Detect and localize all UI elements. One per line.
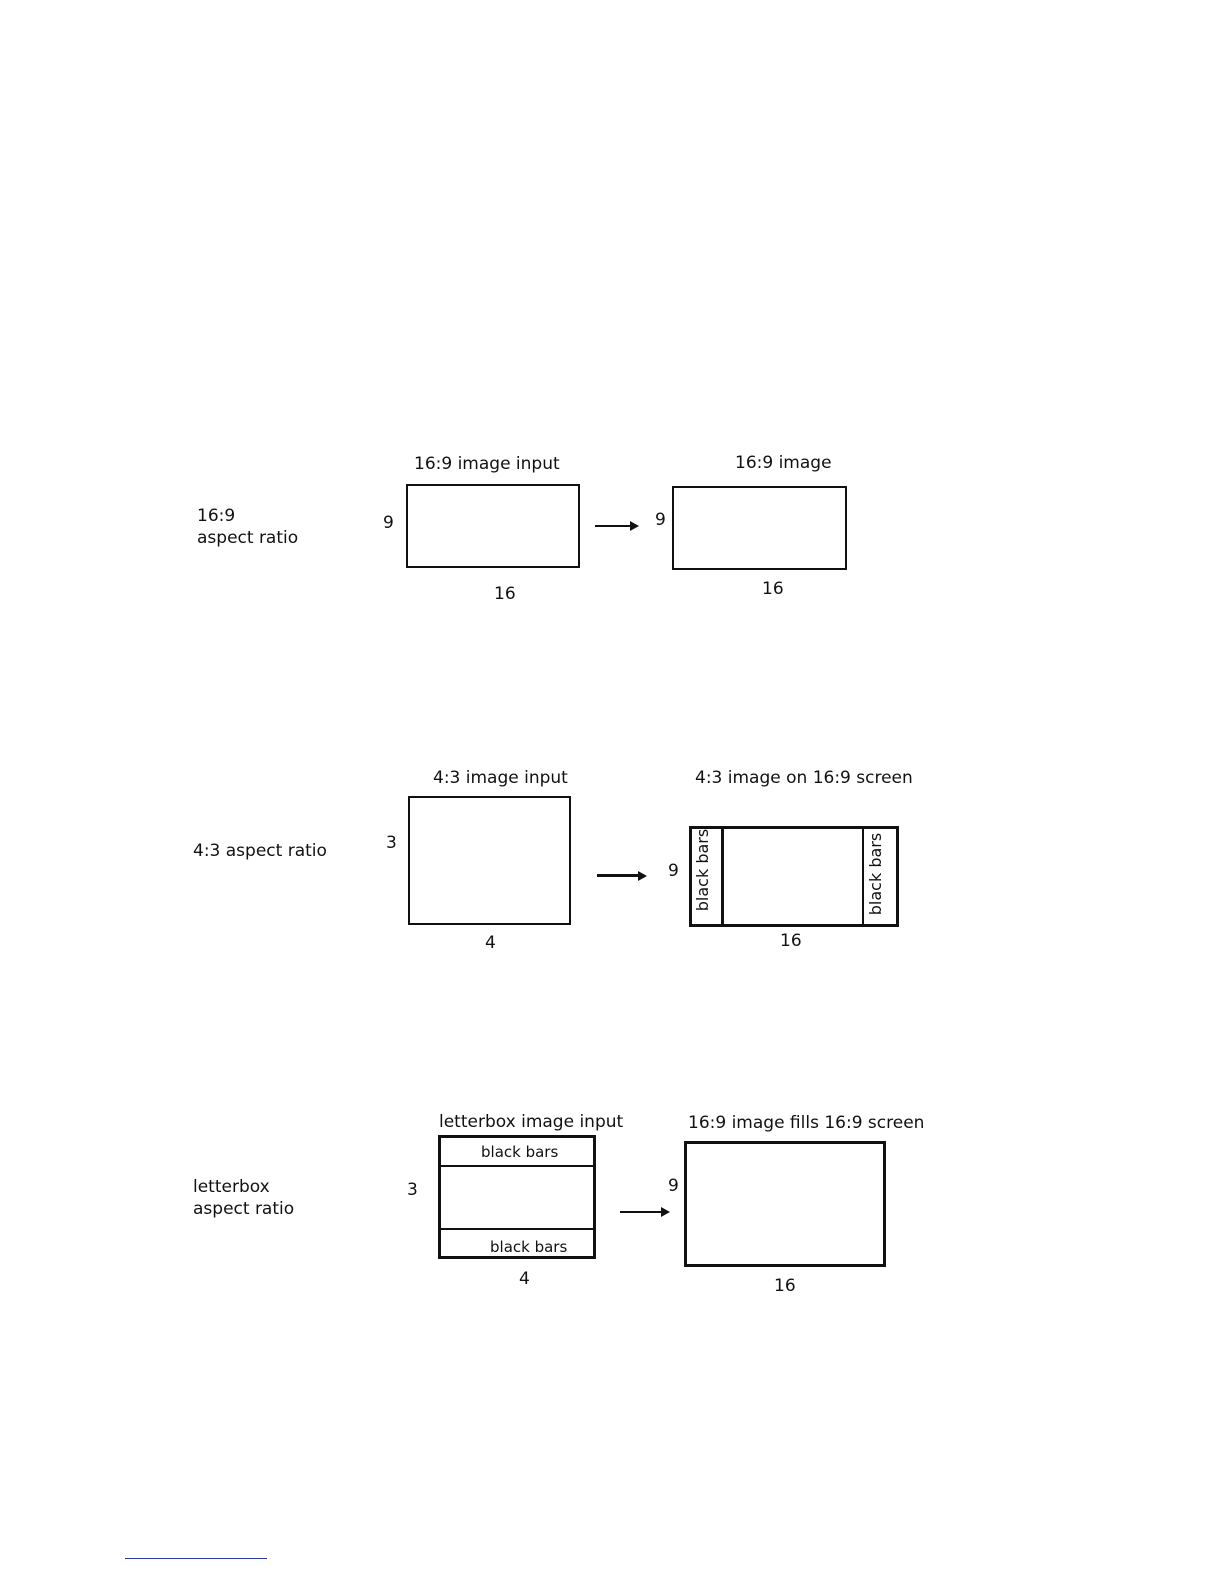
output-height-label-4-3: 9 xyxy=(668,861,679,881)
row-label-letterbox: letterbox aspect ratio xyxy=(193,1177,295,1219)
pillarbox-divider-right xyxy=(862,828,864,925)
output-height-label-16-9: 9 xyxy=(655,510,666,530)
input-width-label-4-3: 4 xyxy=(485,933,496,953)
arrow-right-icon xyxy=(620,1206,670,1218)
row-label-4-3: 4:3 aspect ratio xyxy=(193,841,327,861)
black-bars-bottom-label: black bars xyxy=(490,1238,568,1256)
output-title-4-3: 4:3 image on 16:9 screen xyxy=(695,768,913,788)
black-bars-top-label: black bars xyxy=(481,1143,559,1161)
arrow-right-icon xyxy=(597,870,649,882)
output-width-label-letterbox: 16 xyxy=(774,1276,796,1296)
input-frame-4-3 xyxy=(408,796,571,925)
footnote-separator xyxy=(125,1558,267,1559)
output-title-letterbox: 16:9 image fills 16:9 screen xyxy=(688,1113,925,1133)
pillarbox-divider-left xyxy=(721,828,724,925)
input-title-4-3: 4:3 image input xyxy=(433,768,568,788)
black-bars-left-label: black bars xyxy=(693,828,712,912)
input-title-letterbox: letterbox image input xyxy=(439,1112,624,1132)
input-width-label-letterbox: 4 xyxy=(519,1269,530,1289)
input-title-16-9: 16:9 image input xyxy=(414,454,560,474)
row-label-16-9: 16:9 aspect ratio xyxy=(197,506,299,548)
output-width-label-16-9: 16 xyxy=(762,579,784,599)
black-bars-right-label: black bars xyxy=(866,832,885,916)
output-height-label-letterbox: 9 xyxy=(668,1176,679,1196)
arrow-right-icon xyxy=(595,520,639,532)
letterbox-divider-top xyxy=(440,1165,594,1167)
input-width-label-16-9: 16 xyxy=(494,584,516,604)
input-height-label-4-3: 3 xyxy=(386,833,397,853)
letterbox-divider-bottom xyxy=(440,1228,594,1230)
output-frame-16-9 xyxy=(672,486,847,570)
output-width-label-4-3: 16 xyxy=(780,931,802,951)
input-frame-16-9 xyxy=(406,484,580,568)
output-frame-letterbox xyxy=(684,1141,886,1267)
input-height-label-letterbox: 3 xyxy=(407,1180,418,1200)
input-height-label-16-9: 9 xyxy=(383,513,394,533)
output-title-16-9: 16:9 image xyxy=(735,453,832,473)
